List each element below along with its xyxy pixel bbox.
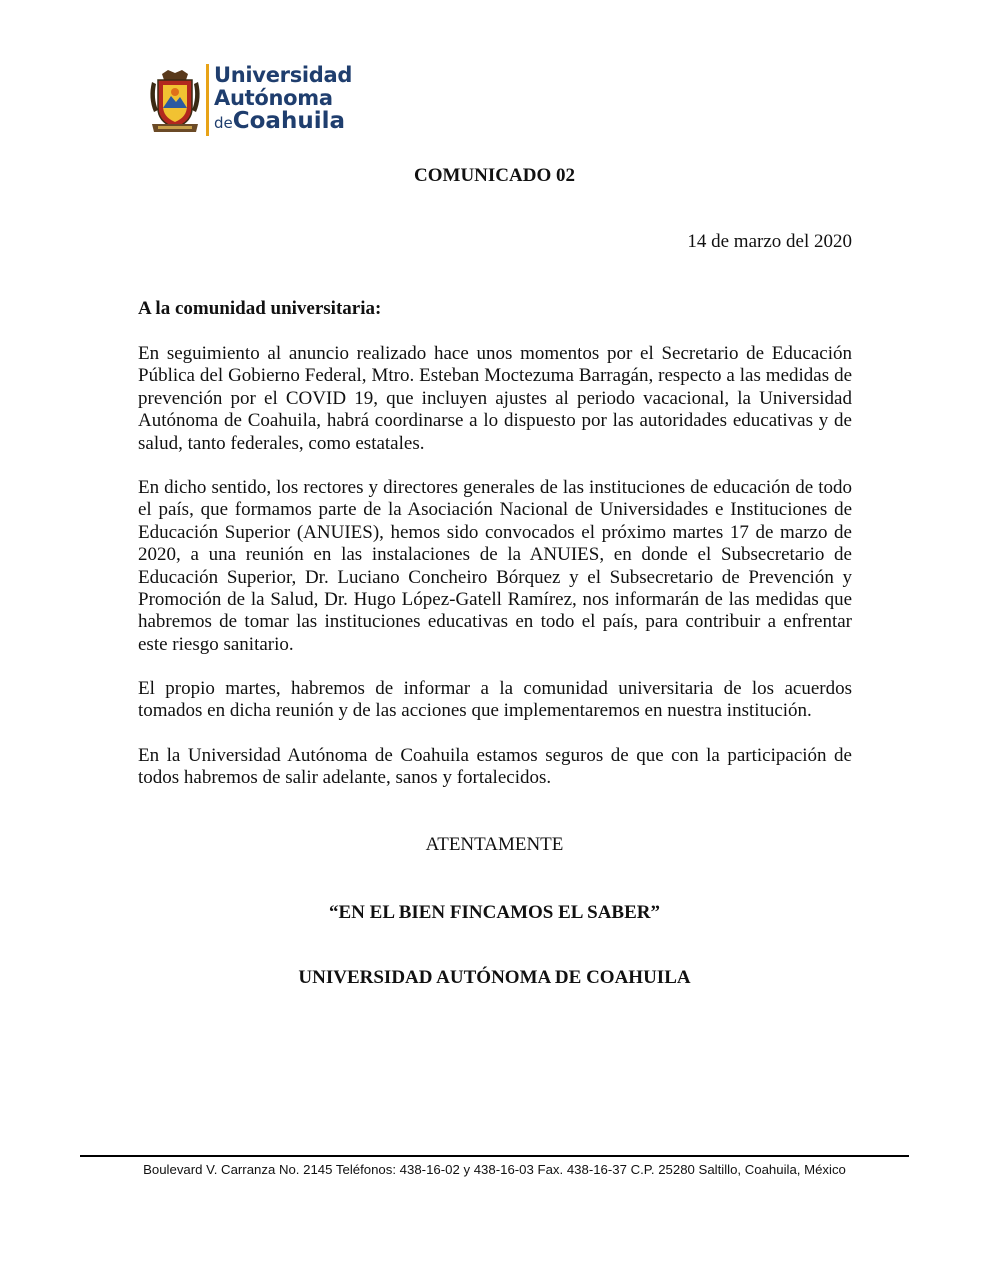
logo-word-coahuila: Coahuila [232,108,345,134]
signature-university-name: UNIVERSIDAD AUTÓNOMA DE COAHUILA [298,967,691,988]
document-date: 14 de marzo del 2020 [687,231,852,252]
closing-atentamente: ATENTAMENTE [425,834,564,855]
body-paragraph: En la Universidad Autónoma de Coahuila estamos seguros de que con la participación de todos habremos de salir adelante, sanos y fortalecidos. [138,745,852,789]
body-paragraph: El propio martes, habremos de informar a la comunidad universitaria de los acuerdos tomados en dicha reunión y de las acciones que implementaremos en nuestra institución. [138,678,852,722]
body-paragraph: En seguimiento al anuncio realizado hace unos momentos por el Secretario de Educación Pública del Gobierno Federal, Mtro. Esteban Moctezuma Barragán, respecto a las medidas de prevención por el COVID 19, que incluyen ajustes al periodo vacacional, la Universidad Autónoma de Coahuila, habrá coordinarse a lo dispuesto por las autoridades educativas y de salud, tanto federales, como estatales. [138,343,852,454]
logo-wordmark [214,64,352,135]
university-crest-icon [148,68,202,134]
footer-address: Boulevard V. Carranza No. 2145 Teléfonos: 438-16-02 y 438-16-03 Fax. 438-16-37 C.P. 25280 Saltillo, Coahuila, México [143,1162,846,1177]
university-motto: “EN EL BIEN FINCAMOS EL SABER” [329,902,660,923]
logo-line-coahuila [214,110,352,135]
body-paragraph: En dicho sentido, los rectores y directores generales de las instituciones de educación de todo el país, que formamos parte de la Asociación Nacional de Universidades e Instituciones de Educación Superior (ANUIES), hemos sido convocados el próximo martes 17 de marzo de 2020, a una reunión en las instalaciones de la ANUIES, en donde el Subsecretario de Educación Superior, Dr. Luciano Concheiro Bórquez y el Subsecretario de Prevención y Promoción de la Salud, Dr. Hugo López-Gatell Ramírez, nos informarán de las medidas que habremos de tomar las instituciones educativas en todo el país, para contribuir a enfrentar este riesgo sanitario. [138,477,852,655]
logo-word-de: de [214,114,233,132]
document-title: COMUNICADO 02 [414,165,575,186]
logo-divider [206,64,209,136]
logo-line-universidad: Universidad [214,63,353,87]
footer-divider [80,1155,909,1157]
salutation: A la comunidad universitaria: [138,298,382,319]
university-logo [148,64,368,140]
logo-line-autonoma: Autónoma [214,86,333,110]
